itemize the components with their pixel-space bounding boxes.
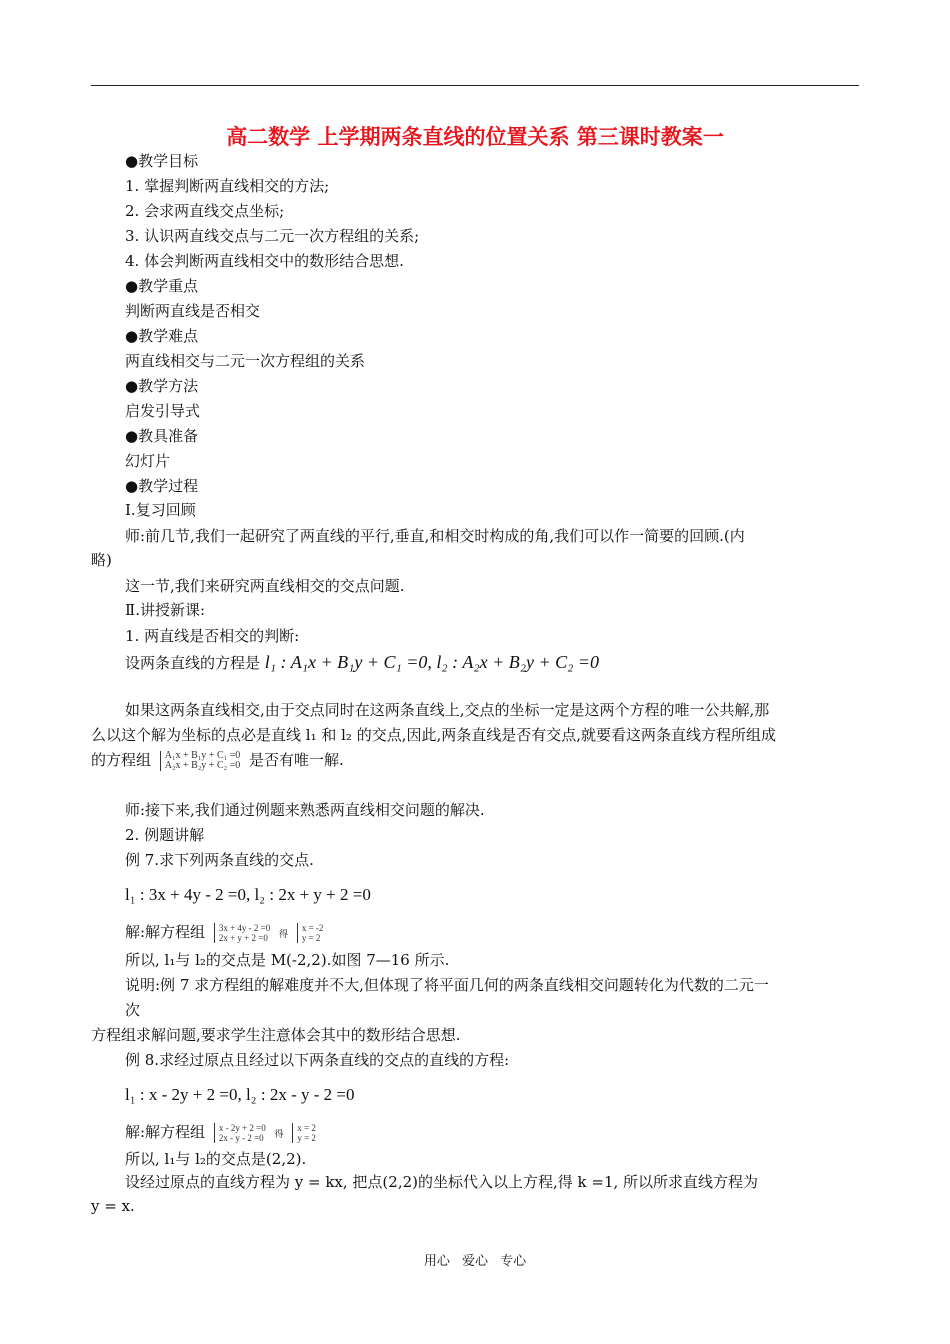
equation: l₁ : 3x + 4y - 2 =0, l₂ : 2x + y + 2 =0 bbox=[125, 885, 371, 904]
equation: x = 2 bbox=[297, 1123, 316, 1133]
text-line: 略) bbox=[91, 551, 112, 569]
equation: x = -2 bbox=[301, 923, 324, 933]
text-span: 的方程组 bbox=[91, 751, 152, 769]
text-span: 设两条直线的方程是 bbox=[125, 654, 261, 672]
equation: A₂x + B₂y + C₂ =0 bbox=[164, 760, 241, 771]
equation-system bbox=[214, 1123, 266, 1143]
page-title: 高二数学 上学期两条直线的位置关系 第三课时教案一 bbox=[226, 125, 724, 149]
text-line: 4. 体会判断两直线相交中的数形结合思想. bbox=[125, 252, 404, 270]
section-heading: ●教学方法 bbox=[125, 377, 199, 395]
text-line: 师:前几节,我们一起研究了两直线的平行,垂直,和相交时构成的角,我们可以作一简要的回顾.(内 bbox=[125, 527, 745, 545]
equation-line bbox=[125, 652, 599, 673]
solution-system bbox=[297, 923, 324, 943]
text-line: 这一节,我们来研究两直线相交的交点问题. bbox=[125, 577, 405, 595]
text-line: 2. 会求两直线交点坐标; bbox=[125, 202, 285, 220]
section-heading: ●教学重点 bbox=[125, 277, 199, 295]
text-line: 所以, l₁与 l₂的交点是 M(-2,2).如图 7—16 所示. bbox=[125, 951, 450, 969]
text-line: 方程组求解问题,要求学生注意体会其中的数形结合思想. bbox=[91, 1026, 461, 1044]
section-heading: ●教学目标 bbox=[125, 152, 199, 170]
text-line: 如果这两条直线相交,由于交点同时在这两条直线上,交点的坐标一定是这两个方程的唯一公共解,那 bbox=[125, 701, 770, 719]
section-heading: ●教具准备 bbox=[125, 427, 199, 445]
equation-line bbox=[125, 1122, 320, 1145]
text-span: 得 bbox=[274, 1130, 284, 1140]
text-line: 1. 两直线是否相交的判断: bbox=[125, 627, 300, 645]
equation: l₁ : x - 2y + 2 =0, l₂ : 2x - y - 2 =0 bbox=[125, 1085, 355, 1104]
text-line: 例 7.求下列两条直线的交点. bbox=[125, 851, 314, 869]
equation: l₁ : A₁x + B₁y + C₁ =0, l₂ : A₂x + B₂y + C₂ =0 bbox=[264, 652, 600, 672]
text-line: 1. 掌握判断两直线相交的方法; bbox=[125, 177, 330, 195]
section-heading: ●教学过程 bbox=[125, 477, 199, 495]
text-line: 两直线相交与二元一次方程组的关系 bbox=[125, 352, 366, 370]
text-line: 启发引导式 bbox=[125, 402, 201, 420]
equation: y = 2 bbox=[297, 1133, 316, 1143]
text-line: 么以这个解为坐标的点必是直线 l₁ 和 l₂ 的交点,因此,两条直线是否有交点,就要看这两条直线方程所组成 bbox=[91, 726, 777, 744]
text-line: 幻灯片 bbox=[125, 452, 171, 470]
equation-line bbox=[91, 750, 344, 771]
section-heading: ●教学难点 bbox=[125, 327, 199, 345]
equation: 2x + y + 2 =0 bbox=[218, 933, 268, 943]
equation: 3x + 4y - 2 =0 bbox=[218, 923, 271, 933]
text-line: 例 8.求经过原点且经过以下两条直线的交点的直线的方程: bbox=[125, 1051, 510, 1069]
text-line: Ⅱ.讲授新课: bbox=[125, 601, 206, 619]
equation: 2x - y - 2 =0 bbox=[218, 1133, 264, 1143]
equation: x - 2y + 2 =0 bbox=[218, 1123, 266, 1133]
text-line: y = x. bbox=[91, 1197, 135, 1215]
text-span: 得 bbox=[279, 930, 289, 940]
text-span: 解:解方程组 bbox=[125, 1123, 206, 1141]
text-line: Ⅰ.复习回顾 bbox=[125, 501, 196, 519]
equation-system bbox=[160, 751, 240, 771]
equation-line bbox=[125, 922, 327, 945]
header-rule bbox=[91, 85, 859, 86]
text-line: 2. 例题讲解 bbox=[125, 826, 205, 844]
text-line: 所以, l₁与 l₂的交点是(2,2). bbox=[125, 1150, 307, 1168]
equation: y = 2 bbox=[301, 933, 321, 943]
text-span: 是否有唯一解. bbox=[249, 751, 344, 769]
text-line: 判断两直线是否相交 bbox=[125, 302, 261, 320]
text-line: 3. 认识两直线交点与二元一次方程组的关系; bbox=[125, 227, 420, 245]
text-line: 师:接下来,我们通过例题来熟悉两直线相交问题的解决. bbox=[125, 801, 485, 819]
equation: A₁x + B₁y + C₁ =0 bbox=[164, 750, 241, 761]
text-span: 解:解方程组 bbox=[125, 923, 206, 941]
solution-system bbox=[292, 1123, 316, 1143]
text-line: 次 bbox=[125, 1001, 141, 1019]
page-footer: 用心 爱心 专心 bbox=[423, 1254, 527, 1269]
text-line: 说明:例 7 求方程组的解难度并不大,但体现了将平面几何的两条直线相交问题转化为代数的二元一 bbox=[125, 976, 769, 994]
text-line: 设经过原点的直线方程为 y = kx, 把点(2,2)的坐标代入以上方程,得 k =1, 所以所求直线方程为 bbox=[125, 1173, 759, 1191]
equation-system bbox=[214, 923, 270, 943]
